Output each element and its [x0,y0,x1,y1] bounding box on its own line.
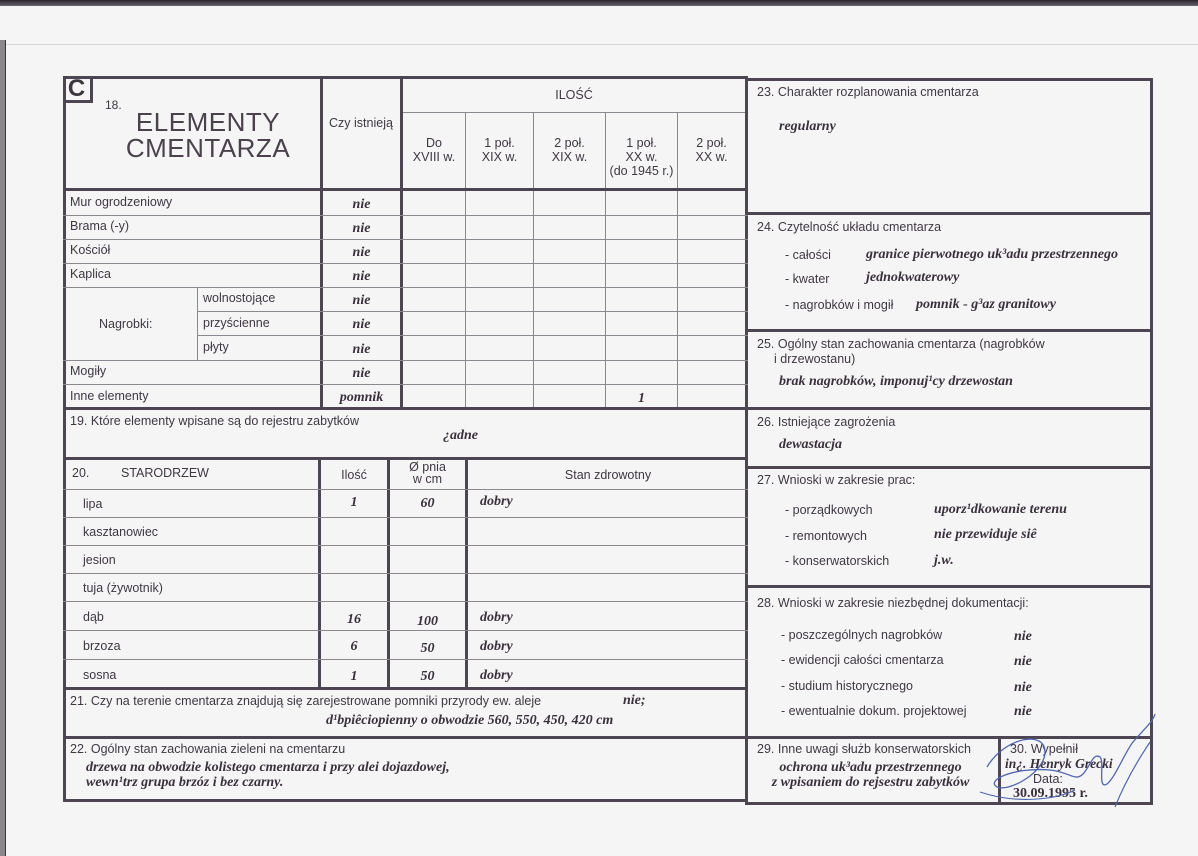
s20-row-6-diameter: 50 [420,669,435,684]
s18-row-2-label: Kościół [70,243,111,257]
s21-label: 21. Czy na terenie cmentarza znajdują się zarejestrowane pomniki przyrody ew. aleje [70,694,542,708]
s26-bottom [745,466,1153,469]
s29-s30-divider [998,736,1001,805]
s18-row-1-label: Brama (-y) [70,219,130,233]
s20-row-0-diameter: 60 [420,496,435,511]
period-line: 1 poł. [626,136,657,150]
s24-item-2-value: pomnik - g³az granitowy [916,297,1056,312]
s18-period-0 [402,136,466,164]
s18-row-8-exists: pomnik [339,390,384,405]
s18-period-4 [678,136,745,164]
s18-title-line2: CMENTARZA [125,133,291,163]
s23-label: 23. Charakter rozplanowania cmentarza [757,85,979,99]
period-line: 2 poł. [696,136,727,150]
s18-title-line1: ELEMENTY [135,107,281,137]
s24-item-2-label: - nagrobków i mogił [785,298,894,312]
s25-label-line1: 25. Ogólny stan zachowania cmentarza (nagrobków [757,337,1045,351]
s18-period-2 [534,136,605,164]
s28-item-1-label: - ewidencji całości cmentarza [781,653,944,667]
s20-row-6-count: 1 [350,669,358,684]
s26-label: 26. Istniejące zagrożenia [757,415,896,429]
s28-item-1-value: nie [1014,654,1032,669]
s20-row-6-health: dobry [480,668,513,683]
s20-col-health-header: Stan zdrowotny [564,468,652,482]
s18-row-3-label: Kaplica [70,267,111,281]
s20-row-4-species: dąb [83,610,104,624]
s22-label: 22. Ogólny stan zachowania zieleni na cmentarzu [70,742,346,756]
s24-item-1-value: jednokwaterowy [866,270,960,285]
s24-item-0-value: granice pierwotnego uk³adu przestrzennego [866,247,1118,262]
s20-row-4-health: dobry [480,610,513,625]
s27-item-2-label: - konserwatorskich [785,554,890,568]
s18-row-7-exists: nie [352,366,371,381]
s18-row-3-exists: nie [352,269,371,284]
s18-row-line [63,263,748,264]
diameter-header-line: w cm [412,472,443,486]
s20-row-5-species: brzoza [83,639,121,653]
s18-bottom [63,407,748,410]
period-line: XIX w. [481,150,518,164]
s20-row-4-diameter: 100 [417,614,438,629]
s18-number: 18. [105,98,122,112]
nagrobki-group-divider [197,287,198,360]
diameter-header-line: Ø pnia [409,460,446,474]
s20-row-line [63,573,748,574]
s28-item-3-value: nie [1014,704,1032,719]
s18-col-exists-header [322,116,400,131]
period-line: (do 1945 r.) [609,164,674,178]
s18-period-3 [606,136,677,178]
s28-item-2-value: nie [1014,680,1032,695]
s18-row-0-exists: nie [352,197,371,212]
s30-name: in¿. Henryk Grecki [1005,756,1113,771]
s18-ilosc-header: ILOŚĆ [555,88,593,102]
s18-row-5-exists: nie [352,317,371,332]
s19-label: 19. Które elementy wpisane są do rejestru zabytków [70,414,360,428]
s18-ilosc-underline [403,112,745,113]
s30-date: 30.09.1995 r. [1013,786,1088,801]
s18-col-divider-ilosc [400,76,403,408]
paper-fold-line [0,44,1198,45]
s18-row-2-exists: nie [352,245,371,260]
s18-row-line [63,215,748,216]
s18-row-8-count-period-3: 1 [638,391,645,406]
s20-row-3-species: tuja (żywotnik) [83,581,163,595]
s23-bottom [745,212,1153,215]
s28-label: 28. Wnioski w zakresie niezbędnej dokumentacji: [757,596,1029,610]
nagrobki-group-label: Nagrobki: [99,317,153,331]
s20-row-2-species: jesion [83,553,116,567]
s24-label: 24. Czytelność układu cmentarza [757,220,942,234]
s20-row-1-species: kasztanowiec [83,525,159,539]
s28-bottom [745,736,1153,739]
s28-item-0-label: - poszczególnych nagrobków [781,628,943,642]
s20-row-line [63,630,748,631]
s20-number: 20. [72,466,90,480]
s24-item-1-label: - kwater [785,272,830,286]
period-line: XIX w. [551,150,588,164]
scan-border-left-edge [5,40,6,856]
s20-col-count-header: Ilość [341,468,367,482]
s29-value-line1: ochrona uk³adu przestrzennego [779,760,962,775]
s20-row-line [63,517,748,518]
s28-item-0-value: nie [1014,629,1032,644]
s22-value-line2: wewn¹trz grupa brzóz i bez czarny. [86,775,284,790]
s18-col-exists-label: Czy istnieją [329,116,393,130]
scan-border-top [0,0,1198,6]
s27-label: 27. Wnioski w zakresie prac: [757,473,916,487]
s18-row-line [63,239,748,240]
s24-bottom [745,329,1153,332]
s20-row-line [63,545,748,546]
s25-value: brak nagrobków, imponuj¹cy drzewostan [779,374,1013,389]
s18-row-line [197,311,748,312]
s20-row-line [63,659,748,660]
s30-date-label: Data: [1033,772,1063,786]
s21-bottom [63,736,748,739]
s19-bottom [63,457,748,460]
s19-value: ¿adne [443,428,478,443]
s18-row-8-label: Inne elementy [70,389,149,403]
s28-item-2-label: - studium historycznego [781,679,914,693]
period-line: XX w. [625,150,658,164]
s27-item-2-value: j.w. [934,553,954,568]
s18-row-line [63,384,748,385]
s18-row-line [63,360,748,361]
period-line: 1 poł. [484,136,515,150]
s22-value-line1: drzewa na obwodzie kolistego cmentarza i przy alei dojazdowej, [86,760,450,775]
s21-value-line1: nie; [623,693,646,708]
s20-row-line [63,601,748,602]
s18-row-line [197,335,748,336]
s26-value: dewastacja [779,437,842,452]
period-line: XX w. [695,150,728,164]
period-line: Do [426,136,442,150]
s18-row-7-label: Mogiły [70,364,107,378]
s20-row-5-count: 6 [350,639,358,654]
s29-value-line2: z wpisaniem do rejsestru zabytków [771,775,970,790]
s18-row-5-label: przyścienne [203,316,270,330]
s25-label-line2: i drzewostanu) [774,352,856,366]
s20-header-bottom [63,489,748,490]
s27-item-0-value: uporz¹dkowanie terenu [934,502,1067,517]
s27-item-1-value: nie przewiduje siê [934,527,1037,542]
s20-row-5-health: dobry [480,639,513,654]
s29-label: 29. Inne uwagi służb konserwatorskich [757,742,972,756]
s27-item-0-label: - porządkowych [785,503,873,517]
s18-header-bottom [63,188,748,191]
s18-row-4-label: wolnostojące [203,291,276,305]
s23-value: regularny [779,119,836,134]
s18-row-line [63,287,748,288]
s21-value-line2: d¹bpiêciopienny o obwodzie 560, 550, 450, 420 cm [326,713,614,728]
s27-item-1-label: - remontowych [785,529,867,543]
s18-row-6-label: płyty [203,340,229,354]
s18-row-6-exists: nie [352,342,371,357]
s24-item-0-label: - całości [785,248,831,262]
section-letter-badge: C [63,76,93,103]
s20-row-6-species: sosna [83,668,117,682]
s20-row-0-species: lipa [83,497,103,511]
s18-row-4-exists: nie [352,293,371,308]
s18-row-0-label: Mur ogrodzeniowy [70,195,173,209]
s25-bottom [745,407,1153,410]
s20-row-0-count: 1 [350,495,358,510]
s27-bottom [745,585,1153,588]
s20-bottom [63,687,748,690]
s20-row-4-count: 16 [347,612,361,627]
s18-period-1 [466,136,533,164]
s18-row-1-exists: nie [352,221,371,236]
cemetery-record-card [63,76,1153,806]
s20-row-5-diameter: 50 [420,641,435,656]
period-line: XVIII w. [412,150,456,164]
s20-row-0-health: dobry [480,494,513,509]
s20-col-diameter-header [390,461,465,485]
s20-title: STARODRZEW [121,466,209,480]
s28-item-3-label: - ewentualnie dokum. projektowej [781,704,967,718]
s30-label: 30. Wypełnił [1010,742,1078,756]
period-line: 2 poł. [554,136,585,150]
